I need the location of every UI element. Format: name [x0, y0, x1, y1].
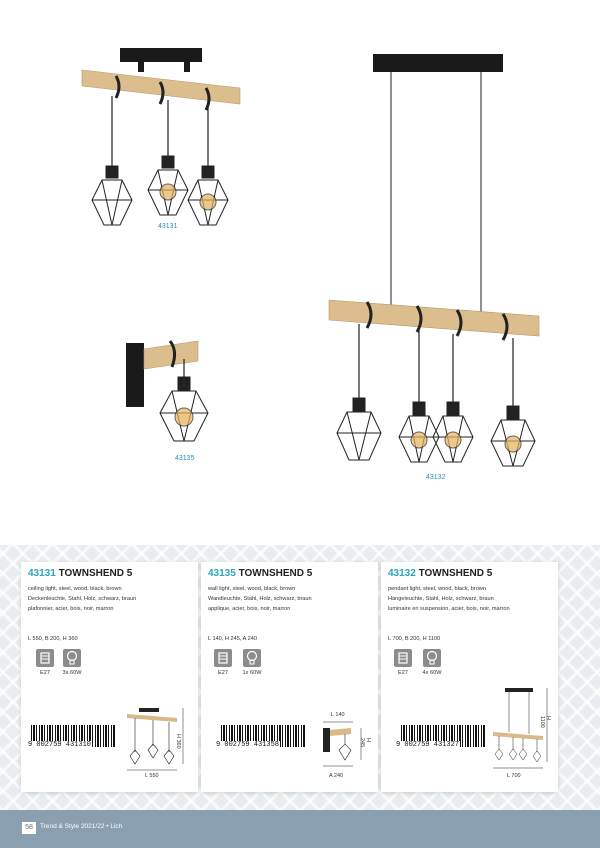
- product-description: [388, 584, 553, 614]
- dimension-height-label: H 1100: [539, 716, 551, 728]
- bulb-icon: [63, 649, 81, 667]
- barcode-number: 9 002759 431358: [216, 741, 280, 749]
- socket-label: E27: [398, 670, 408, 676]
- footer-text: Trend & Style 2021/22 • Lich: [40, 823, 123, 830]
- dimension-length-label: L 700: [507, 773, 521, 779]
- description-de: Wandleuchte, Stahl, Holz, schwarz, braun: [208, 596, 312, 602]
- product-card-43135: [201, 562, 378, 792]
- product-code: 43131: [28, 568, 56, 579]
- product-card-43132: [381, 562, 558, 792]
- product-name: TOWNSHEND 5: [238, 568, 313, 579]
- description-fr: applique, acier, bois, noir, marron: [208, 606, 291, 612]
- product-caption-43135: 43135: [175, 455, 195, 462]
- description-en: ceiling light, steel, wood, black, brown: [28, 586, 122, 592]
- dimension-length-label: L 550: [145, 773, 159, 779]
- description-de: Hängeleuchte, Stahl, Holz, schwarz, braun: [388, 596, 494, 602]
- dimension-drawing: [121, 702, 193, 780]
- barcode-number: 9 002759 431327: [396, 741, 460, 749]
- product-code: 43132: [388, 568, 416, 579]
- barcode-number: 9 002759 431310: [28, 741, 92, 749]
- product-title: [388, 568, 492, 579]
- product-name: TOWNSHEND 5: [58, 568, 133, 579]
- socket-label: E27: [40, 670, 50, 676]
- product-title: [208, 568, 312, 579]
- description-en: pendant light, steel, wood, black, brown: [388, 586, 486, 592]
- product-caption-43132: 43132: [426, 474, 446, 481]
- product-description: [28, 584, 193, 614]
- description-de: Deckenleuchte, Stahl, Holz, schwarz, braun: [28, 596, 137, 602]
- product-caption-43131: 43131: [158, 223, 178, 230]
- bulb-icon: [243, 649, 261, 667]
- dimension-projection-label: A 240: [329, 773, 344, 779]
- product-code: 43135: [208, 568, 236, 579]
- page-number: 58: [22, 822, 36, 834]
- product-image-43132: [325, 48, 545, 468]
- dimension-length-label: L 140: [331, 712, 345, 718]
- description-fr: luminaire en suspension, acier, bois, noir, marron: [388, 606, 510, 612]
- product-name: TOWNSHEND 5: [418, 568, 493, 579]
- product-image-43131: [80, 40, 250, 230]
- socket-label: E27: [218, 670, 228, 676]
- wattage-label: 1x 60W: [242, 670, 262, 676]
- product-dimensions: L 700, B 200, H 1100: [388, 636, 441, 642]
- product-title: [28, 568, 132, 579]
- socket-icon: [214, 649, 232, 667]
- socket-icon: [36, 649, 54, 667]
- bulb-icon: [423, 649, 441, 667]
- product-image-43135: [120, 335, 220, 447]
- product-dimensions: L 550, B 200, H 360: [28, 636, 78, 642]
- product-dimensions: L 140, H 245, A 240: [208, 636, 257, 642]
- wattage-label: 3x 60W: [62, 670, 82, 676]
- product-description: [208, 584, 373, 614]
- wattage-label: 4x 60W: [422, 670, 442, 676]
- dimension-height-label: H 360: [175, 734, 181, 749]
- socket-icon: [394, 649, 412, 667]
- dimension-height-label: H 245: [359, 738, 371, 748]
- product-card-43131: [21, 562, 198, 792]
- description-fr: plafonnier, acier, bois, noir, marron: [28, 606, 114, 612]
- description-en: wall light, steel, wood, black, brown: [208, 586, 296, 592]
